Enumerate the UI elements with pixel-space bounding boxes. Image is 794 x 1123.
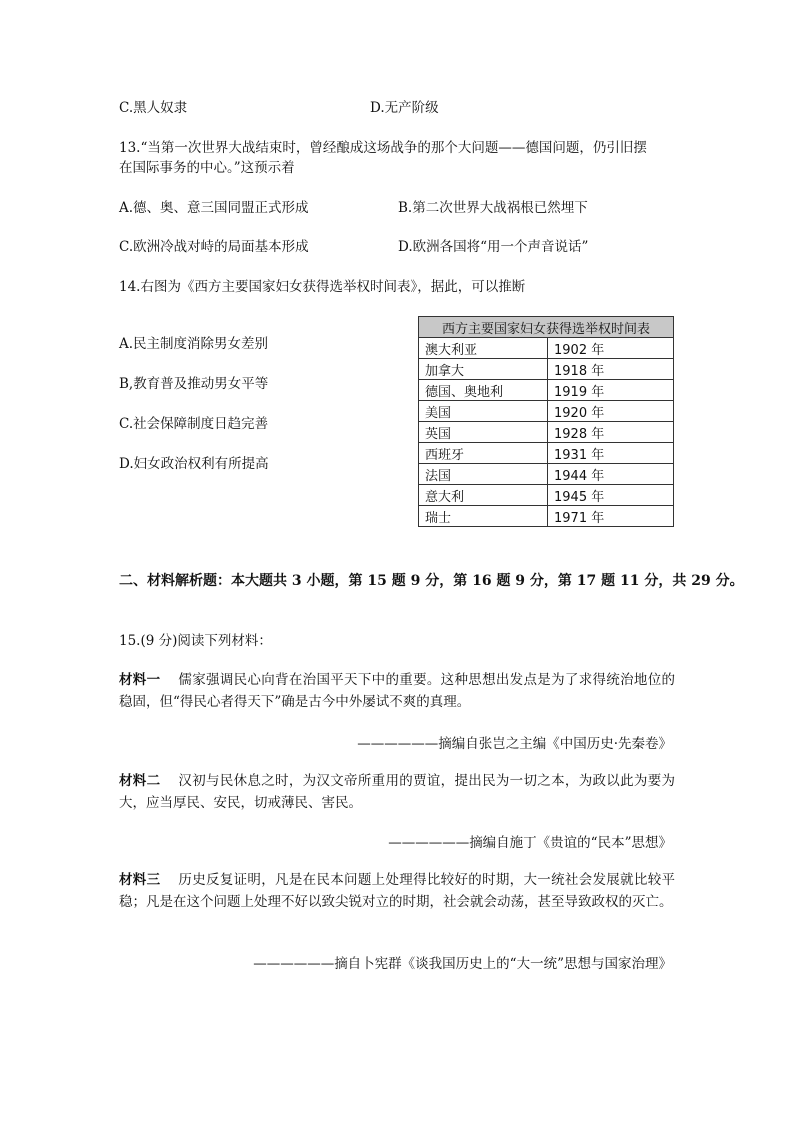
q13-option-c: C.欧洲冷战对峙的局面基本形成 [119,239,309,255]
q14-option-d: D.妇女政治权利有所提高 [119,456,269,472]
q14-stem: 14.右图为《西方主要国家妇女获得选举权时间表》，据此，可以推断 [119,279,526,295]
table-row [419,464,674,485]
q14-option-b: B,教育普及推动男女平等 [119,376,269,392]
q14-option-c: C.社会保障制度日趋完善 [119,416,269,432]
table-header-row [419,317,674,338]
material-3 [119,869,675,913]
table-cell-year: 1918 年 [548,359,674,380]
table-row [419,380,674,401]
table-cell-year: 1902 年 [548,338,674,359]
material-1-source: ——————摘编自张岂之主编《中国历史·先秦卷》 [357,736,672,752]
q13-option-d: D.欧洲各国将“用一个声音说话” [398,239,589,255]
table-cell-country: 澳大利亚 [419,338,548,359]
table-cell-year: 1971 年 [548,506,674,527]
table-cell-country: 加拿大 [419,359,548,380]
q12-option-c: C.黑人奴隶 [119,100,188,116]
material-3-text: 历史反复证明，凡是在民本问题上处理得比较好的时期，大一统社会发展就比较平稳；凡是在这个问题上处理不好以致尖锐对立的时期，社会就会动荡，甚至导致政权的灭亡。 [119,872,676,910]
table-row [419,422,674,443]
table-cell-year: 1945 年 [548,485,674,506]
material-2-source: ——————摘编自施丁《贵谊的“民本”思想》 [388,835,672,851]
material-2-label: 材料二 [119,773,161,789]
table-cell-year: 1931 年 [548,443,674,464]
table-row [419,401,674,422]
material-2-text: 汉初与民休息之时，为汉文帝所重用的贾谊，提出民为一切之本，为政以此为要为大，应当厚民、安民，切戒薄民、害民。 [119,773,676,811]
q13-option-b: B.第二次世界大战祸根已然埋下 [398,200,588,216]
material-3-label: 材料三 [119,872,161,888]
table-cell-country: 德国、奥地利 [419,380,548,401]
table-cell-country: 法国 [419,464,548,485]
material-2 [119,770,675,814]
table-row [419,485,674,506]
table-cell-country: 美国 [419,401,548,422]
table-cell-country: 英国 [419,422,548,443]
material-1 [119,669,675,713]
q13-stem-line1: 13.“当第一次世界大战结束时，曾经酿成这场战争的那个大问题——德国问题，仍引旧摆 [119,140,647,156]
table-row [419,338,674,359]
table-row [419,359,674,380]
table-cell-year: 1919 年 [548,380,674,401]
table-row [419,506,674,527]
material-1-text: 儒家强调民心向背在治国平天下中的重要。这种思想出发点是为了求得统治地位的稳固，但“得民心者得天下”确是古今中外屡试不爽的真理。 [119,672,676,710]
q13-option-a: A.德、奥、意三国同盟正式形成 [119,200,309,216]
q13-stem-line2: 在国际事务的中心。”这预示着 [119,160,295,176]
q14-option-a: A.民主制度消除男女差别 [119,336,269,352]
table-cell-country: 瑞士 [419,506,548,527]
q15-stem: 15.(9 分)阅读下列材料： [119,633,272,649]
table-cell-year: 1920 年 [548,401,674,422]
section-title: 二、材料解析题：本大题共 3 小题，第 15 题 9 分，第 16 题 9 分，第 17 题 11 分，共 29 分。 [119,573,744,589]
q12-option-d: D.无产阶级 [370,100,439,116]
table-cell-country: 西班牙 [419,443,548,464]
material-3-source: ——————摘自卜宪群《谈我国历史上的“大一统”思想与国家治理》 [253,956,672,972]
table-cell-country: 意大利 [419,485,548,506]
material-1-label: 材料一 [119,672,161,688]
table-cell-year: 1944 年 [548,464,674,485]
table-title: 西方主要国家妇女获得选举权时间表 [419,317,674,338]
suffrage-table [418,316,674,527]
table-row [419,443,674,464]
table-cell-year: 1928 年 [548,422,674,443]
